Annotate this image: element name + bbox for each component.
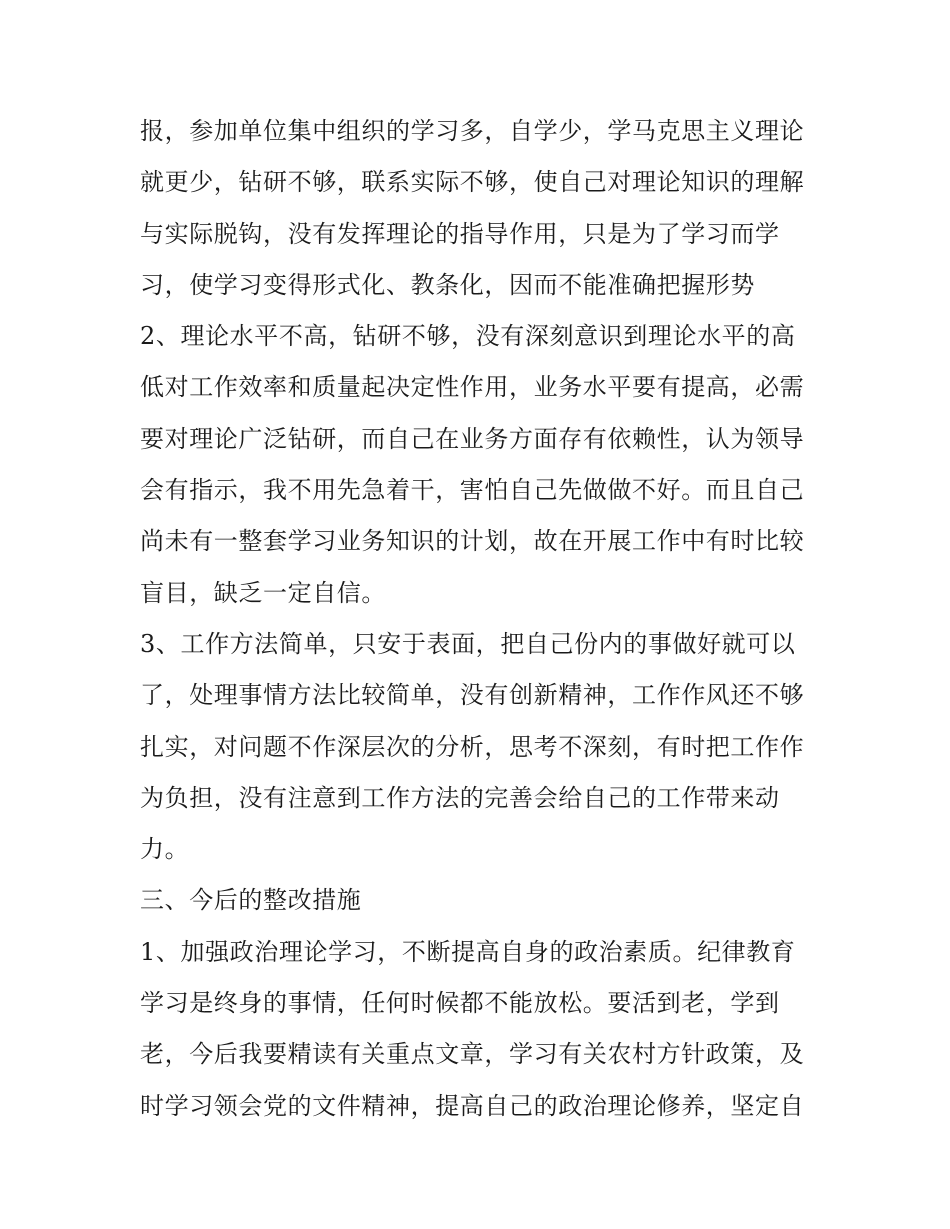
text-line: 要对理论广泛钻研，而自己在业务方面存有依赖性，认为领导 — [140, 424, 805, 453]
text-line: 报，参加单位集中组织的学习多，自学少，学马克思主义理论 — [140, 117, 805, 145]
text-line: 2、理论水平不高，钻研不够，没有深刻意识到理论水平的高 — [140, 322, 796, 351]
text-line: 为负担，没有注意到工作方法的完善会给自己的工作带来动 — [140, 783, 780, 812]
text-line: 与实际脱钩，没有发挥理论的指导作用，只是为了学习而学 — [140, 219, 780, 248]
text-line: 低对工作效率和质量起决定性作用，业务水平要有提高，必需 — [140, 373, 805, 402]
text-line: 就更少，钻研不够，联系实际不够，使自己对理论知识的理解 — [140, 168, 805, 197]
text-line: 3、工作方法简单，只安于表面，把自己份内的事做好就可以 — [140, 629, 796, 658]
text-line: 了，处理事情方法比较简单，没有创新精神，工作作风还不够 — [140, 681, 805, 710]
text-line: 力。 — [140, 835, 190, 864]
text-line: 习，使学习变得形式化、教条化，因而不能准确把握形势 — [140, 270, 755, 299]
text-line: 时学习领会党的文件精神，提高自己的政治理论修养，坚定自 — [140, 1091, 805, 1120]
text-line: 学习是终身的事情，任何时候都不能放松。要活到老，学到 — [140, 989, 780, 1018]
document-body — [140, 106, 820, 1132]
text-line: 会有指示，我不用先急着干，害怕自己先做做不好。而且自己 — [140, 476, 805, 505]
section-heading: 三、今后的整改措施 — [140, 886, 362, 915]
text-line: 扎实，对问题不作深层次的分析，思考不深刻，有时把工作作 — [140, 732, 805, 761]
text-line: 盲目，缺乏一定自信。 — [140, 578, 386, 607]
text-line: 尚未有一整套学习业务知识的计划，故在开展工作中有时比较 — [140, 527, 805, 556]
text-line: 1、加强政治理论学习，不断提高自身的政治素质。纪律教育 — [140, 937, 796, 966]
text-line: 老，今后我要精读有关重点文章，学习有关农村方针政策，及 — [140, 1040, 805, 1069]
